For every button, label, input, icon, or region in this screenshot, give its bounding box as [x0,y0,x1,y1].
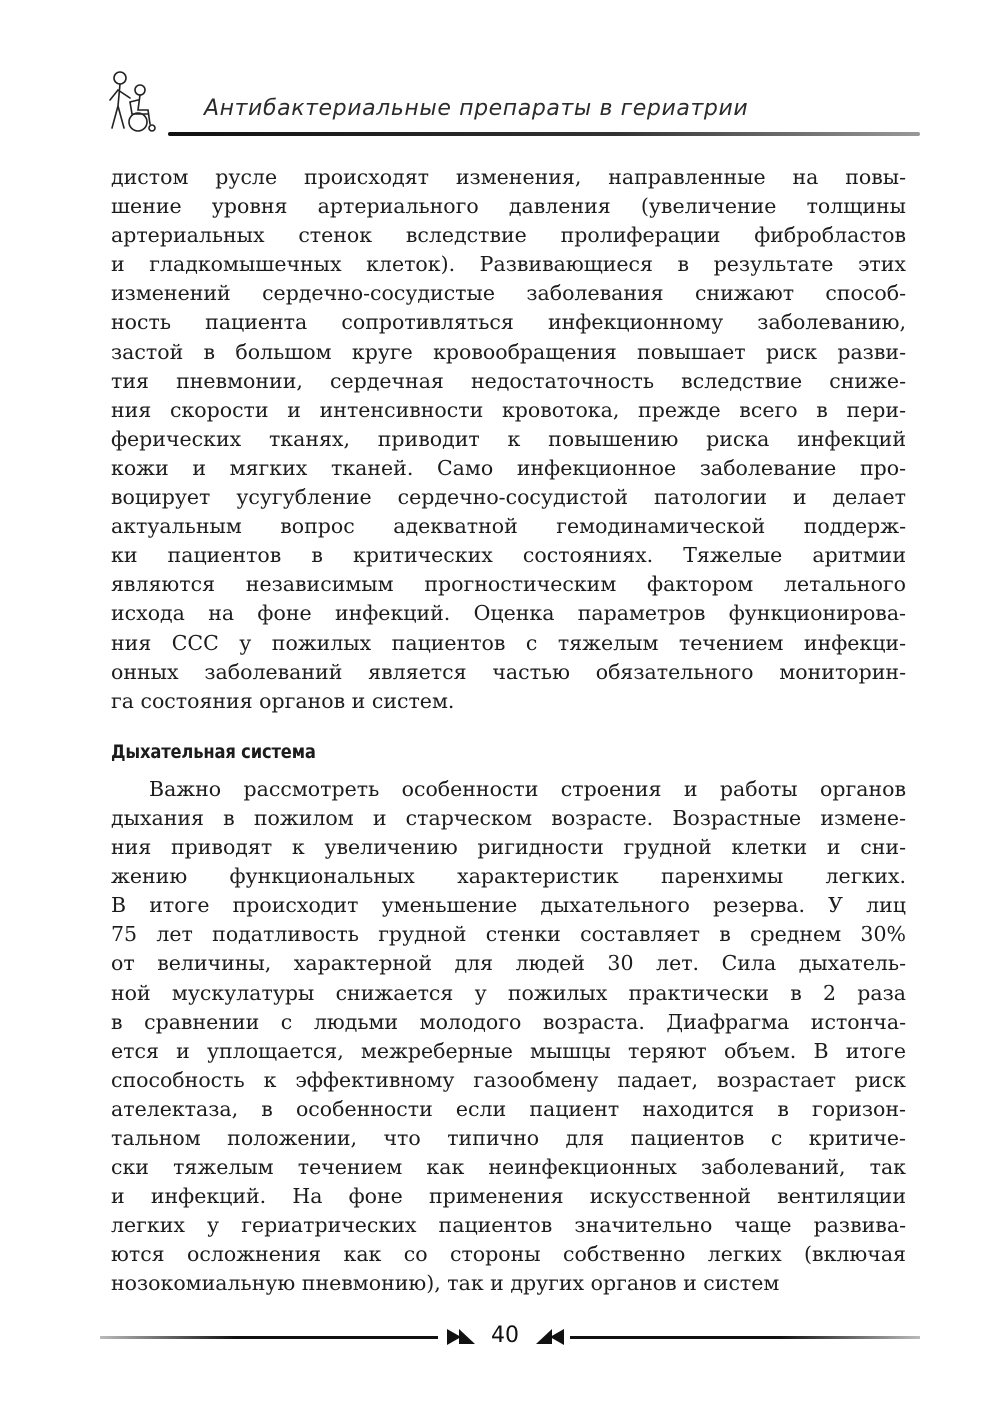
text-line: ность пациента сопротивляться инфекционному заболеванию, [111,310,906,335]
text-line: тальном положении, что типично для пациентов с критиче- [111,1126,906,1150]
text-line: воцирует усугубление сердечно-сосудистой патологии и делает [111,485,906,510]
text-line: жению функциональных характеристик паренхимы легких. [111,864,906,889]
text-line: ки пациентов в критических состояниях. Тяжелые аритмии [111,543,906,568]
text-line: в сравнении с людьми молодого возраста. Диафрагма истонча- [111,1009,906,1034]
text-line: дистом русле происходят изменения, направленные на повы- [111,165,906,189]
page-footer [100,1322,920,1352]
text-line: га состояния органов и систем. [111,688,455,713]
text-line: ния скорости и интенсивности кровотока, прежде всего в пери- [111,397,906,422]
text-line: ателектаза, в особенности если пациент находится в горизон- [111,1096,906,1121]
text-line: и гладкомышечных клеток). Развивающиеся в результате этих [111,252,906,277]
page-number: 40 [491,1323,519,1348]
text-line: способность к эффективному газообмену падает, возрастает риск [111,1067,906,1092]
footer-rule-left [100,1336,438,1339]
text-line: кожи и мягких тканей. Само инфекционное заболевание про- [111,455,906,480]
left-ornament-icon [445,1326,483,1348]
header-rule [168,132,920,136]
text-line: нозокомиальную пневмонию), так и других органов и систем [111,1271,780,1296]
text-line: застой в большом круге кровообращения повышает риск разви- [111,339,906,364]
text-line: дыхания в пожилом и старческом возрасте. Возрастные измене- [111,805,906,830]
text-line: шение уровня артериального давления (увеличение толщины [111,194,906,219]
running-header [100,66,920,138]
text-line: ски тяжелым течением как неинфекционных заболеваний, так [111,1155,906,1180]
text-line: В итоге происходит уменьшение дыхательного резерва. У лиц [111,893,906,918]
text-line: ферических тканях, приводит к повышению риска инфекций [111,426,906,451]
footer-rule-right [570,1336,920,1339]
text-line: ется и уплощается, межреберные мышцы теряют объем. В итоге [111,1038,906,1063]
text-line: от величины, характерной для людей 30 лет. Сила дыхатель- [111,951,906,976]
paragraph-cardiovascular [111,163,906,716]
text-line: исхода на фоне инфекций. Оценка параметров функционирова- [111,601,906,626]
text-line: онных заболеваний является частью обязательного мониторин- [111,659,906,684]
right-ornament-icon [528,1326,566,1348]
text-line: Важно рассмотреть особенности строения и работы органов [149,776,906,801]
text-line: изменений сердечно-сосудистые заболевания снижают способ- [111,281,906,306]
text-line: актуальным вопрос адекватной гемодинамической поддерж- [111,514,906,539]
text-line: ются осложнения как со стороны собственно легких (включая [111,1242,906,1267]
text-line: и инфекций. На фоне применения искусственной вентиляции [111,1184,906,1209]
text-line: ния ССС у пожилых пациентов с тяжелым течением инфекци- [111,630,906,655]
text-line: артериальных стенок вследствие пролиферации фибробластов [111,223,906,248]
section-heading: Дыхательная система [111,740,316,763]
text-line: легких у гериатрических пациентов значительно чаще развива- [111,1213,906,1238]
text-line: тия пневмонии, сердечная недостаточность вследствие сниже- [111,368,906,393]
text-line: 75 лет податливость грудной стенки составляет в среднем 30% [111,922,906,947]
body-text [111,163,906,1299]
paragraph-respiratory [111,775,906,1299]
text-line: являются независимым прогностическим фактором летального [111,572,906,597]
text-line: ной мускулатуры снижается у пожилых практически в 2 раза [111,980,906,1005]
text-line: ния приводят к увеличению ригидности грудной клетки и сни- [111,835,906,860]
header-title: Антибактериальные препараты в гериатрии [204,96,749,121]
elderly-wheelchair-icon [100,68,160,134]
